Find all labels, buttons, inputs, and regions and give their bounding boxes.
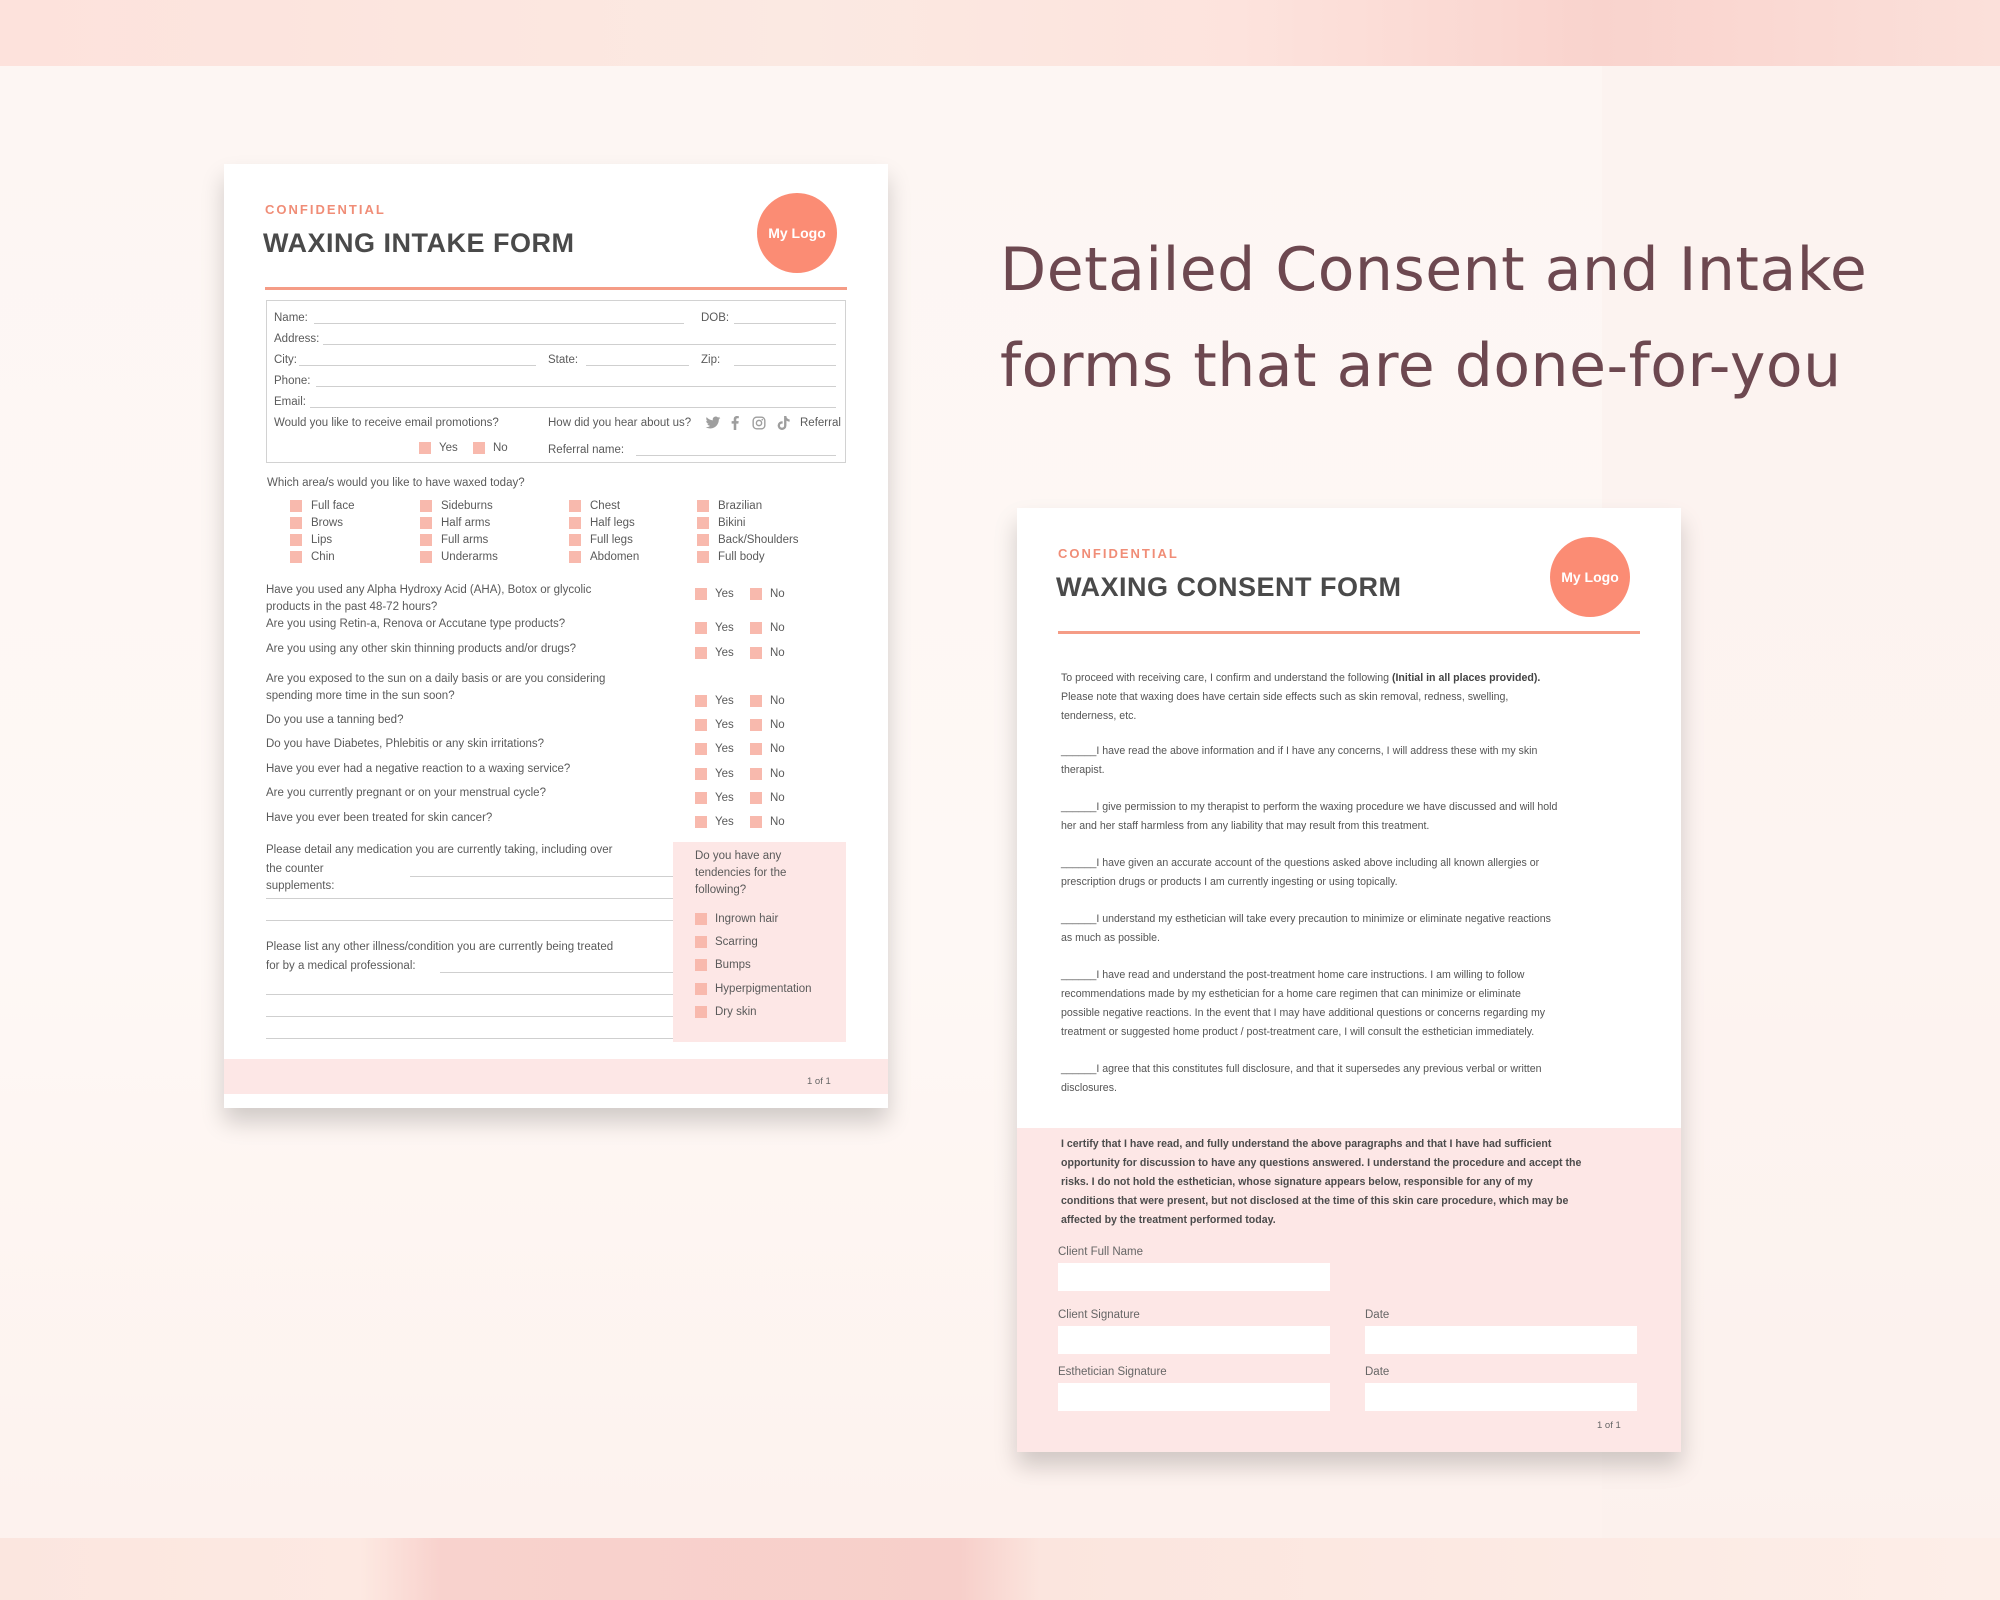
answer-yes-checkbox[interactable] (695, 647, 707, 659)
question-line-1: Are you using any other skin thinning products and/or drugs? (266, 643, 577, 655)
city-field[interactable] (299, 365, 536, 366)
area-label: Chest (590, 500, 621, 513)
headline (1000, 222, 1880, 414)
health-question (266, 761, 686, 778)
question-line-1: Are you exposed to the sun on a daily basis or are you considering (266, 673, 606, 685)
tendency-label: Bumps (715, 959, 751, 972)
area-option[interactable] (697, 517, 745, 529)
answer-yes-option[interactable] (695, 792, 734, 804)
consent-statement-line: ______I have read the above information and if I have any concerns, I will address these with my skin (1061, 745, 1538, 757)
answer-no-option[interactable] (750, 816, 785, 828)
tendency-checkbox[interactable] (695, 1006, 707, 1018)
question-line-1: Do you have Diabetes, Phlebitis or any skin irritations? (266, 738, 545, 750)
answer-yes-label: Yes (715, 768, 734, 781)
health-question (266, 810, 686, 827)
area-label: Underarms (441, 551, 498, 564)
medication-question-line-2: the counter supplements: (266, 863, 335, 892)
area-checkbox[interactable] (697, 517, 709, 529)
social-icons (705, 414, 790, 430)
answer-no-label: No (770, 719, 785, 732)
instagram-icon[interactable] (752, 416, 766, 430)
area-option[interactable] (290, 517, 343, 529)
answer-no-label: No (770, 647, 785, 660)
answer-no-checkbox[interactable] (750, 588, 762, 600)
headline-line-1: Detailed Consent and Intake (1000, 235, 1868, 305)
consent-statement-line: ______I have read and understand the post-treatment home care instructions. I am willing to follow (1061, 969, 1525, 981)
consent-statement-line: possible negative reactions. In the event that I may have additional questions or concerns regarding my (1061, 1007, 1546, 1019)
answer-no-checkbox[interactable] (750, 792, 762, 804)
background-band-bottom (0, 1538, 2000, 1600)
dob-field[interactable] (734, 323, 836, 324)
consent-intro-text: To proceed with receiving care, I confirm and understand the following (1061, 672, 1392, 684)
consent-statement-line: ______I give permission to my therapist to perform the waxing procedure we have discussed and will hold (1061, 801, 1558, 813)
phone-label: Phone: (274, 375, 311, 387)
area-option[interactable] (420, 500, 493, 512)
answer-no-checkbox[interactable] (750, 768, 762, 780)
title-divider (1058, 631, 1640, 634)
answer-no-checkbox[interactable] (750, 719, 762, 731)
answer-no-label: No (770, 622, 785, 635)
tendency-checkbox[interactable] (695, 913, 707, 925)
consent-statement-line: prescription drugs or products I am currently ingesting or using topically. (1061, 876, 1398, 888)
tendency-checkbox[interactable] (695, 983, 707, 995)
area-label: Brows (311, 517, 343, 530)
answer-no-option[interactable] (750, 622, 785, 634)
answer-yes-option[interactable] (695, 647, 734, 659)
promo-no-option[interactable] (473, 442, 508, 454)
certification-line: affected by the treatment performed today. (1061, 1214, 1276, 1226)
promo-yes-option[interactable] (419, 442, 458, 454)
area-label: Bikini (718, 517, 746, 530)
address-label: Address: (274, 333, 320, 345)
intake-footer (224, 1059, 888, 1094)
referral-name-label: Referral name: (548, 444, 625, 456)
answer-no-label: No (770, 695, 785, 708)
answer-yes-checkbox[interactable] (695, 743, 707, 755)
consent-statement (1061, 1060, 1643, 1098)
area-checkbox[interactable] (290, 551, 302, 563)
intake-form-page (224, 164, 888, 1108)
answer-yes-checkbox[interactable] (695, 622, 707, 634)
certification-line: opportunity for discussion to have any questions answered. I understand the procedure and accept the (1061, 1157, 1582, 1169)
medication-line-1[interactable] (410, 876, 688, 877)
tendency-checkbox[interactable] (695, 936, 707, 948)
tendency-option[interactable] (695, 936, 758, 948)
client-name-field[interactable] (1058, 1263, 1330, 1291)
illness-line-3[interactable] (266, 1016, 688, 1017)
consent-statement-line: therapist. (1061, 764, 1105, 776)
esthetician-date-field[interactable] (1365, 1383, 1637, 1411)
area-label: Brazilian (718, 500, 763, 513)
question-line-1: Have you ever had a negative reaction to a waxing service? (266, 763, 571, 775)
illness-question-line-1: Please list any other illness/condition you are currently being treated (266, 941, 614, 953)
tiktok-icon[interactable] (777, 416, 790, 430)
illness-line-1[interactable] (440, 972, 688, 973)
state-field[interactable] (586, 365, 689, 366)
areas-question: Which area/s would you like to have waxed today? (267, 477, 525, 489)
area-checkbox[interactable] (420, 551, 432, 563)
area-option[interactable] (420, 551, 498, 563)
referral-name-field[interactable] (636, 455, 836, 456)
area-checkbox[interactable] (290, 534, 302, 546)
area-option[interactable] (697, 551, 765, 563)
answer-no-option[interactable] (750, 695, 785, 707)
area-checkbox[interactable] (569, 534, 581, 546)
consent-page-number: 1 of 1 (1597, 1420, 1621, 1431)
answer-yes-option[interactable] (695, 622, 734, 634)
certification-line: risks. I do not hold the esthetician, whose signature appears below, responsible for any of my (1061, 1176, 1533, 1188)
tendencies-question-line-2: tendencies for the (695, 867, 787, 879)
area-label: Full arms (441, 534, 489, 547)
answer-yes-option[interactable] (695, 695, 734, 707)
area-checkbox[interactable] (420, 534, 432, 546)
answer-yes-checkbox[interactable] (695, 792, 707, 804)
promo-yes-label: Yes (439, 442, 458, 455)
promo-no-label: No (493, 442, 508, 455)
promo-yes-checkbox[interactable] (419, 442, 431, 454)
tendency-checkbox[interactable] (695, 959, 707, 971)
consent-statement-line: ______I understand my esthetician will take every precaution to minimize or eliminate negative reactions (1061, 913, 1551, 925)
area-option[interactable] (290, 551, 335, 563)
consent-statement-line: her and her staff harmless from any liability that may result from this treatment. (1061, 820, 1430, 832)
answer-no-checkbox[interactable] (750, 695, 762, 707)
answer-yes-label: Yes (715, 647, 734, 660)
tendency-label: Scarring (715, 936, 758, 949)
question-line-1: Are you currently pregnant or on your menstrual cycle? (266, 787, 546, 799)
area-checkbox[interactable] (290, 517, 302, 529)
consent-statement (1061, 910, 1643, 948)
consent-statement (1061, 742, 1643, 780)
referral-label: Referral (800, 417, 841, 429)
answer-yes-label: Yes (715, 695, 734, 708)
answer-no-label: No (770, 743, 785, 756)
answer-yes-label: Yes (715, 816, 734, 829)
name-field[interactable] (314, 323, 684, 324)
state-label: State: (548, 354, 579, 366)
area-option[interactable] (569, 534, 633, 546)
answer-yes-option[interactable] (695, 588, 734, 600)
answer-yes-checkbox[interactable] (695, 695, 707, 707)
logo-placeholder: My Logo (1550, 537, 1630, 617)
consent-statement (1061, 966, 1643, 1042)
consent-intro-line-2: Please note that waxing does have certain side effects such as skin removal, redness, swelling, (1061, 691, 1509, 703)
area-label: Abdomen (590, 551, 640, 564)
area-label: Full legs (590, 534, 633, 547)
illness-question-line-2: for by a medical professional: (266, 960, 416, 972)
area-checkbox[interactable] (569, 500, 581, 512)
certification-text (1061, 1135, 1651, 1230)
answer-yes-checkbox[interactable] (695, 719, 707, 731)
question-line-2: spending more time in the sun soon? (266, 690, 455, 702)
area-label: Half arms (441, 517, 491, 530)
answer-no-option[interactable] (750, 768, 785, 780)
consent-form-title: WAXING CONSENT FORM (1056, 572, 1402, 602)
medication-question-line-1: Please detail any medication you are currently taking, including over (266, 844, 613, 856)
area-option[interactable] (569, 500, 620, 512)
answer-no-checkbox[interactable] (750, 647, 762, 659)
answer-no-label: No (770, 792, 785, 805)
intake-page-number: 1 of 1 (807, 1076, 831, 1087)
answer-no-checkbox[interactable] (750, 816, 762, 828)
question-line-1: Do you use a tanning bed? (266, 714, 404, 726)
area-option[interactable] (697, 500, 762, 512)
tendency-label: Hyperpigmentation (715, 982, 812, 995)
area-option[interactable] (569, 517, 635, 529)
area-label: Full body (718, 551, 765, 564)
illness-line-4[interactable] (266, 1038, 688, 1039)
confidential-label: CONFIDENTIAL (265, 202, 386, 217)
tendencies-question-line-1: Do you have any (695, 850, 782, 862)
area-option[interactable] (420, 534, 488, 546)
question-line-1: Have you used any Alpha Hydroxy Acid (AHA), Botox or glycolic (266, 584, 592, 596)
area-label: Chin (311, 551, 335, 564)
esthetician-date-label: Date (1365, 1366, 1390, 1378)
answer-yes-label: Yes (715, 743, 734, 756)
tendency-option[interactable] (695, 959, 751, 971)
facebook-icon[interactable] (730, 416, 740, 430)
health-question (266, 582, 686, 616)
question-line-1: Have you ever been treated for skin cancer? (266, 812, 493, 824)
certification-line: I certify that I have read, and fully understand the above paragraphs and that I have had sufficient (1061, 1138, 1552, 1150)
consent-statement-line: ______I have given an accurate account of the questions asked above including all known allergies or (1061, 857, 1540, 869)
area-option[interactable] (569, 551, 639, 563)
client-signature-label: Client Signature (1058, 1309, 1140, 1321)
area-checkbox[interactable] (697, 500, 709, 512)
question-line-1: Are you using Retin-a, Renova or Accutane type products? (266, 618, 566, 630)
area-label: Back/Shoulders (718, 534, 799, 547)
area-label: Full face (311, 500, 355, 513)
answer-no-option[interactable] (750, 719, 785, 731)
esthetician-signature-label: Esthetician Signature (1058, 1366, 1167, 1378)
health-question (266, 641, 686, 658)
answer-yes-option[interactable] (695, 719, 734, 731)
area-checkbox[interactable] (697, 534, 709, 546)
area-checkbox[interactable] (697, 551, 709, 563)
intake-form-title: WAXING INTAKE FORM (263, 228, 575, 258)
client-signature-field[interactable] (1058, 1326, 1330, 1354)
twitter-icon[interactable] (705, 416, 721, 430)
answer-no-label: No (770, 816, 785, 829)
area-label: Half legs (590, 517, 635, 530)
area-checkbox[interactable] (420, 517, 432, 529)
health-question (266, 671, 686, 705)
email-field[interactable] (310, 407, 836, 408)
answer-no-label: No (770, 768, 785, 781)
tendencies-question-line-3: following? (695, 884, 747, 896)
area-option[interactable] (697, 534, 799, 546)
certification-line: conditions that were present, but not disclosed at the time of this skin care procedure, which may be (1061, 1195, 1569, 1207)
answer-no-option[interactable] (750, 743, 785, 755)
address-field[interactable] (323, 344, 836, 345)
answer-no-label: No (770, 588, 785, 601)
illness-line-2[interactable] (266, 994, 688, 995)
medication-question (266, 842, 666, 859)
promo-no-checkbox[interactable] (473, 442, 485, 454)
client-date-label: Date (1365, 1309, 1390, 1321)
tendency-label: Dry skin (715, 1005, 757, 1018)
consent-statement-line: recommendations made by my esthetician for a home care regimen that can minimize or eliminate (1061, 988, 1521, 1000)
answer-yes-option[interactable] (695, 768, 734, 780)
answer-yes-label: Yes (715, 792, 734, 805)
health-question (266, 785, 686, 802)
phone-field[interactable] (316, 386, 836, 387)
answer-yes-option[interactable] (695, 743, 734, 755)
health-question (266, 712, 686, 729)
consent-statement-line: disclosures. (1061, 1082, 1117, 1094)
answer-no-checkbox[interactable] (750, 622, 762, 634)
answer-no-option[interactable] (750, 647, 785, 659)
area-option[interactable] (290, 500, 354, 512)
consent-statement (1061, 798, 1643, 836)
medication-line-2[interactable] (266, 898, 688, 899)
client-name-label: Client Full Name (1058, 1246, 1143, 1258)
consent-form-page (1017, 508, 1681, 1452)
logo-placeholder: My Logo (757, 193, 837, 273)
zip-label: Zip: (701, 354, 721, 366)
email-label: Email: (274, 396, 306, 408)
answer-yes-checkbox[interactable] (695, 816, 707, 828)
answer-yes-label: Yes (715, 588, 734, 601)
tendency-option[interactable] (695, 1006, 757, 1018)
tendency-option[interactable] (695, 913, 778, 925)
area-checkbox[interactable] (569, 551, 581, 563)
question-line-2: products in the past 48-72 hours? (266, 601, 438, 613)
consent-statement-line: as much as possible. (1061, 932, 1160, 944)
background-band-top (0, 0, 2000, 66)
answer-yes-option[interactable] (695, 816, 734, 828)
health-question (266, 736, 686, 753)
consent-intro-emphasis: (Initial in all places provided). (1391, 672, 1541, 684)
area-checkbox[interactable] (569, 517, 581, 529)
city-label: City: (274, 354, 297, 366)
consent-statement-line: treatment or suggested home product / post-treatment care, I will consult the esthetician immediately. (1061, 1026, 1535, 1038)
name-label: Name: (274, 312, 308, 324)
dob-label: DOB: (701, 312, 730, 324)
answer-yes-checkbox[interactable] (695, 768, 707, 780)
answer-yes-label: Yes (715, 719, 734, 732)
tendency-option[interactable] (695, 983, 812, 995)
zip-field[interactable] (734, 365, 836, 366)
answer-yes-label: Yes (715, 622, 734, 635)
confidential-label: CONFIDENTIAL (1058, 546, 1179, 561)
headline-line-2: forms that are done-for-you (1000, 331, 1842, 401)
consent-intro (1061, 669, 1643, 726)
area-option[interactable] (420, 517, 490, 529)
area-label: Sideburns (441, 500, 493, 513)
consent-statement-line: ______I agree that this constitutes full disclosure, and that it supersedes any previous verbal or written (1061, 1063, 1542, 1075)
hear-about-us-question: How did you hear about us? (548, 417, 692, 429)
area-checkbox[interactable] (420, 500, 432, 512)
answer-no-checkbox[interactable] (750, 743, 762, 755)
area-checkbox[interactable] (290, 500, 302, 512)
title-divider (265, 287, 847, 290)
answer-no-option[interactable] (750, 588, 785, 600)
area-label: Lips (311, 534, 333, 547)
health-question (266, 616, 686, 633)
tendency-label: Ingrown hair (715, 913, 779, 926)
client-info-box (266, 300, 846, 463)
answer-yes-checkbox[interactable] (695, 588, 707, 600)
medication-line-3[interactable] (266, 920, 688, 921)
consent-intro-line-3: tenderness, etc. (1061, 710, 1137, 722)
client-date-field[interactable] (1365, 1326, 1637, 1354)
esthetician-signature-field[interactable] (1058, 1383, 1330, 1411)
email-promotions-question: Would you like to receive email promotions? (274, 417, 499, 429)
consent-statement (1061, 854, 1643, 892)
area-option[interactable] (290, 534, 332, 546)
answer-no-option[interactable] (750, 792, 785, 804)
